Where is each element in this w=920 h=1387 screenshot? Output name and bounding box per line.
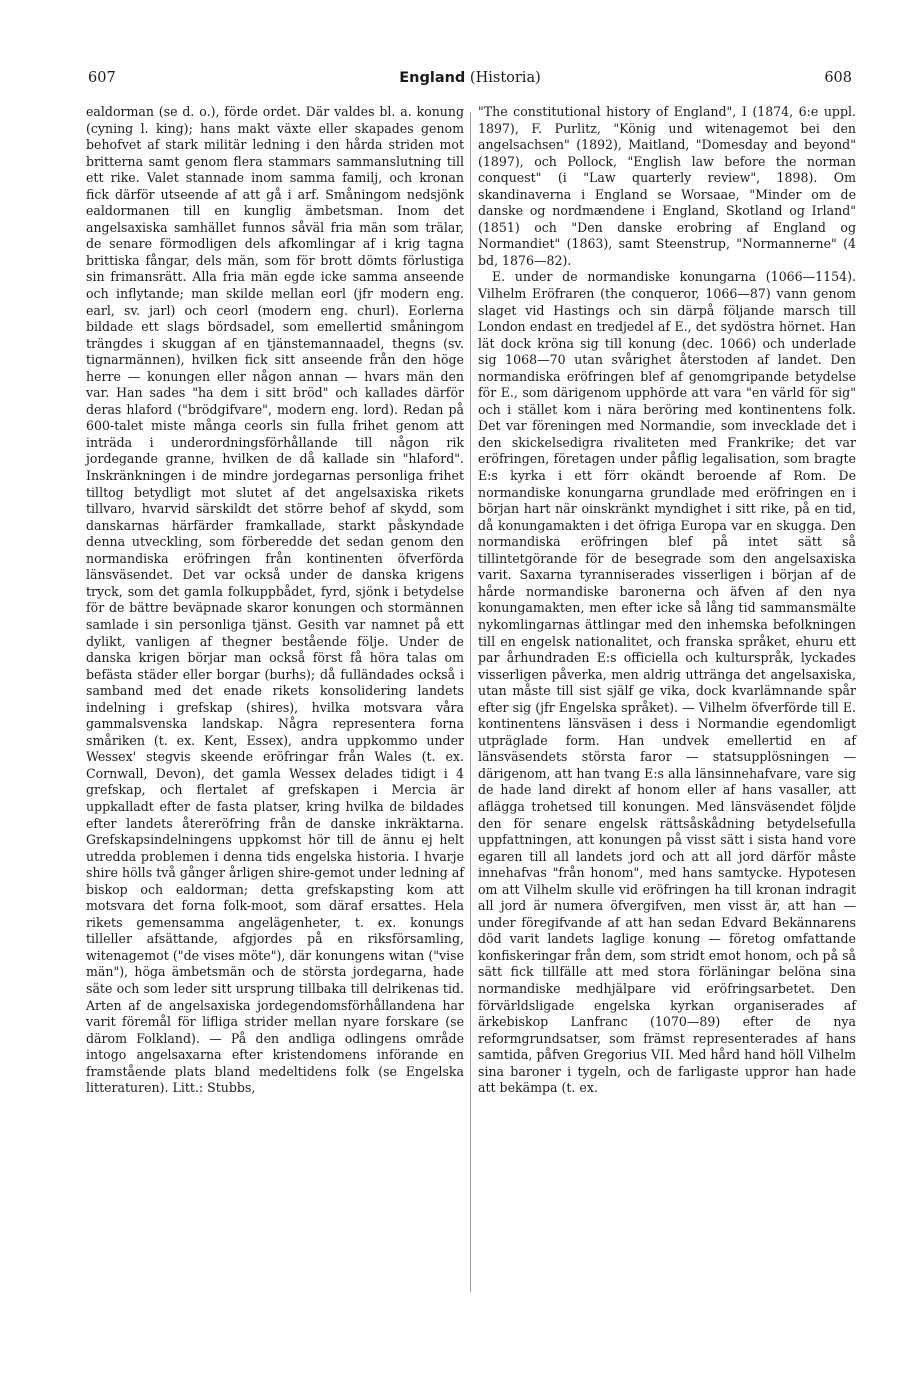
- page-number-left: 607: [88, 70, 116, 86]
- right-column: [478, 104, 856, 1097]
- running-title-sub: (Historia): [465, 70, 541, 86]
- page-header: [88, 70, 852, 94]
- right-column-paragraph-1: "The constitutional history of England", I (1874, 6:e uppl. 1897), F. Purlitz, "König und witenagemot bei den angelsachsen" (1892), Maitland, "Domesday and beyond" (1897), och Pollock, "English law before the norman conquest" (i "Law quarterly review", 1898). Om skandinaverna i England se Worsaae, "Minder om de danske og nordmændene i England, Skotland og Irland" (1851) och "Den danske erobring af England og Normandiet" (1863), samt Steenstrup, "Normannerne" (4 bd, 1876—82).: [478, 104, 856, 268]
- right-column-paragraph-2: E. under de normandiske konungarna (1066—1154). Vilhelm Eröfraren (the conqueror, 1066—87) vann genom slaget vid Hastings och sin därpå följande marsch till London endast en tredjedel af E., det sydöstra hörnet. Han lät dock krönа sig till konung (dec. 1066) och underlade sig 1068—70 utan svårighet återstoden af landet. Den normandiska eröfringen blef af genomgripande betydelse för E., som därigenom upphörde att vara "en värld för sig" och i stället kom i nära beröring med kontinentens folk. Det var föreningen med Normandie, som invecklade det i den skickelsedigra rivaliteten med Frankrike; det var eröfringen, företagen under påflig legalisation, som bragte E:s kyrka i ett förr okändt beroende af Rom. De normandiske konungarna grundlade med eröfringen en i början hart när oinskränkt myndighet i sitt rike, på en tid, då konungamakten i det öfriga Europa var en skugga. Den normandiska eröfringen blef på intet sätt så tillintetgörande för de besegrade som den angelsaxiska varit. Saxarna tyranniserades visserligen i början af de hårde normandiske baronerna och äfven af den nya konungamakten, men efter icke så lång tid sammansmälte nykomlingarnas ättlingar med den inhemska befolkningen till en engelsk nationalitet, och franska språket, ehuru ett par århundraden E:s officiella och kulturspråk, lyckades visserligen påverka, men aldrig uttränga det angelsaxiska, utan måste till sist själf ge vika, dock kvarlämnande spår efter sig (jfr Engelska språket). — Vilhelm öfverförde till E. kontinentens länsväsen i dess i Normandie egendomligt utpräglade form. Han undvek emellertid en af länsväsendets största faror — statsupplösningen — därigenom, att han tvang E:s alla länsinnehafvare, vare sig de hade land direkt af honom eller af hans vasaller, att aflägga trohetsed till konungen. Med länsväsendet följde den för senare engelsk rättsåskådning betydelsefulla uppfattningen, att konungen på visst sätt i sista hand vore egaren till all landets jord och att all jord därför måste innehafvas "från honom", med hans samtycke. Hypotesen om att Vilhelm skulle vid eröfringen ha till kronan indragit all jord är numera öfvergifven, men visst är, att han — under föregifvande af att han sedan Edvard Bekännarens död varit landets laglige konung — företog omfattande konfiskeringar från dem, som stridt emot honom, och på så sätt fick tillfälle att med stora förläningar belöna sina normandiske medhjälpare vid eröfringsarbetet. Den förvärldsligade engelska kyrkan organiserades af ärkebiskop Lanfranc (1070—89) efter de nya reformgrundsatser, som främst representerades af hans samtida, påfven Gregorius VII. Med hård hand höll Vilhelm sina baroner i tygeln, och de farligaste uppror han hade att bekämpa (t. ex.: [478, 269, 856, 1096]
- running-title-main: England: [399, 70, 466, 86]
- left-column: [86, 104, 464, 1097]
- running-title: [88, 70, 852, 86]
- left-column-text: ealdorman (se d. o.), förde ordet. Där valdes bl. a. konung (cyning l. king); hans makt växte eller skapades genom behofvet af stark militär ledning i den hårda striden mot britterna samt genom flera stammars sammanslutning till ett rike. Valet stannade inom samma familj, och kronan fick därför utseende af att gå i arf. Småningom nedsjönk ealdormanen till en kunglig ämbetsman. Inom det angelsaxiska samhället funnos såväl fria män som trälar, de senare förmodligen dels afkomlingar af i krig tagna brittiska fångar, dels män, som för brott dömts förlustiga sin frimansrätt. Alla fria män egde icke samma anseende och inflytande; man skilde mellan eorl (jfr modern eng. earl, sv. jarl) och ceorl (modern eng. churl). Eorlerna bildade ett slags bördsadel, som emellertid småningom trängdes i skuggan af en tjänstemannaadel, thegns (sv. tignarmännen), hvilken fick sitt anseende från den höge herre — konungen eller någon annan — hvars män den var. Han sades "ha dem i sitt bröd" och kallades därför deras hlaford ("brödgifvare", modern eng. lord). Redan på 600-talet miste många ceorls sin fulla frihet genom att inträda i underordningsförhållande till någon rik jordegande granne, hvilken de då kallade sin "hlaford". Inskränkningen i de mindre jordegarnas personliga frihet tilltog betydligt mot slutet af det angelsaxiska rikets tillvaro, hvarvid särskildt det större behof af skydd, som danskarnas härfärder framkallade, starkt påskyndade denna utveckling, som förberedde det sedan genom den normandiska eröfringen från kontinenten öfverförda länsväsendet. Det var också under de danska krigens tryck, som det gamla folkuppbådet, fyrd, sjönk i betydelse för de bättre beväpnade skaror konungen och stormännen samlade i sin personliga tjänst. Gesith var namnet på ett dylikt, vanligen af thegner bestående följe. Under de danska krigen börjar man också först få höra talas om befästa städer eller borgar (burhs); då fulländades också i samband med det enade rikets konsolidering landets indelning i grefskap (shires), hvilka motsvara våra gammalsvenska landskap. Några representera forna småriken (t. ex. Kent, Essex), andra uppkommo under Wessex' stegvis skeende eröfringar från Wales (t. ex. Cornwall, Devon), det gamla Wessex delades tidigt i 4 grefskap, och flertalet af grefskapen i Mercia är uppkalladt efter de fasta platser, kring hvilka de bildades efter landets återeröfring från de danske inkräktarna. Grefskapsindelningens uppkomst hör till de ännu ej helt utredda problemen i denna tids engelska historia. I hvarje shire hölls två gånger årligen shire-gemot under ledning af biskop och ealdorman; detta grefskapsting kom att motsvara det forna folk-moot, som däraf ersattes. Hela rikets gemensamma angelägenheter, t. ex. konungs tilleller afsättande, afgjordes på en riksförsamling, witenagemot ("de vises möte"), där konungens witan ("vise män"), höga ämbetsmän och de största jordegarna, hade säte och som leder sitt ursprung tillbaka till delrikenas tid. Arten af de angelsaxiska jordegendomsförhållandena har varit föremål för lifliga strider mellan nyare forskare (se därom Folkland). — På den andliga odlingens område intogo angelsaxarna efter kristendomens införande en framstående plats bland medeltidens folk (se Engelska litteraturen). Litt.: Stubbs,: [86, 104, 464, 1096]
- column-divider: [470, 112, 471, 1292]
- page-number-right: 608: [824, 70, 852, 86]
